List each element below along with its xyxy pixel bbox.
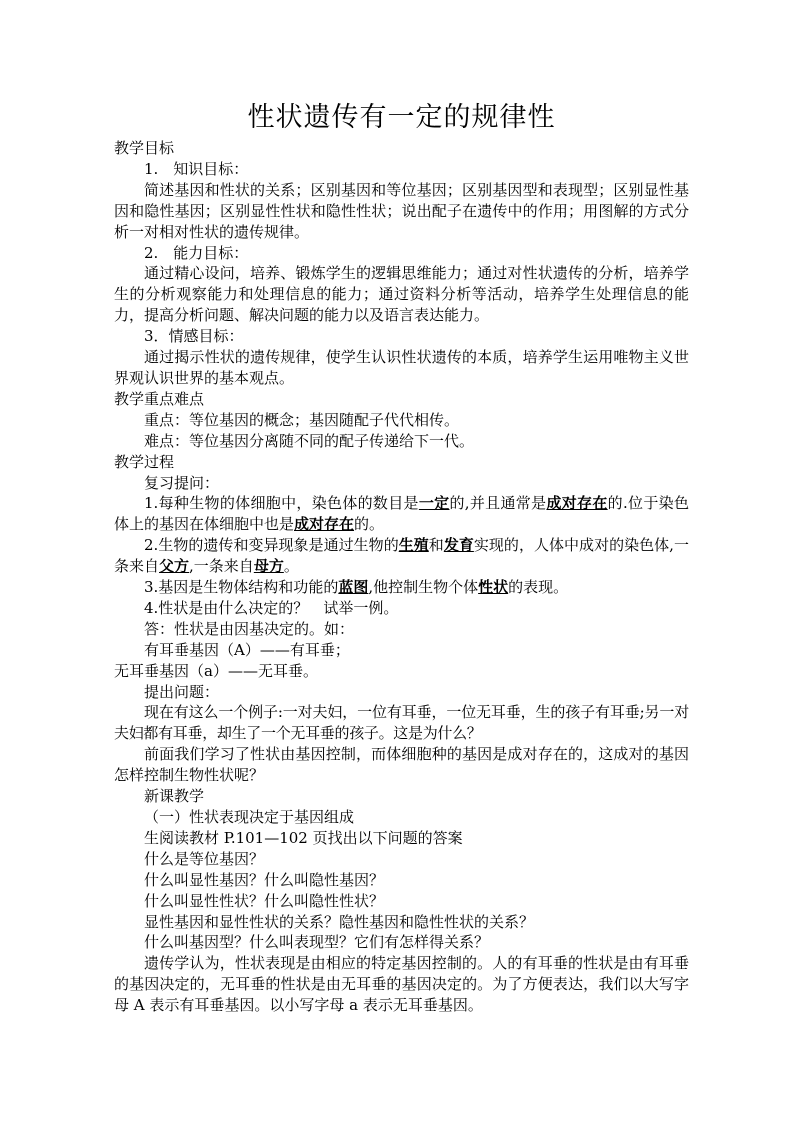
review-answer: 答：性状是由因基决定的。如： (144, 619, 355, 638)
q1-answer-1: 一定 (418, 494, 450, 513)
study-question: 什么叫显性基因？什么叫隐性基因？ (144, 870, 385, 889)
q2-text-a: 2.生物的遗传和变异现象是通过生物的 (144, 536, 399, 555)
reading-instruction: 生阅读教材 P.101—102 页找出以下问题的答案 (144, 828, 463, 847)
study-question: 显性基因和显性性状的关系？隐性基因和隐性性状的关系？ (144, 912, 535, 931)
ability-heading: 2. 能力目标： (144, 243, 249, 262)
review-question-1 (114, 493, 689, 535)
q2-text-b: 和 (428, 536, 444, 555)
question-paragraph-2: 前面我们学习了性状由基因控制，而体细胞种的基因是成对存在的，这成对的基因怎样控制生物性状呢？ (114, 745, 689, 785)
q2-answer-2: 发育 (443, 536, 474, 555)
question-heading: 提出问题： (144, 682, 220, 701)
question-paragraph-1: 现在有这么一个例子:一对夫妇，一位有耳垂，一位无耳垂，生的孩子有耳垂;另一对夫妇都有耳垂，却生了一个无耳垂的孩子。这是为什么？ (114, 703, 689, 743)
q1-text-d: 的。 (354, 515, 385, 534)
q2-text-e: 。 (283, 557, 299, 576)
genetics-paragraph: 遗传学认为，性状表现是由相应的特定基因控制的。人的有耳垂的性状是由有耳垂的基因决定的，无耳垂的性状是由无耳垂的基因决定的。为了方便表达，我们以大写字母 A 表示有耳垂基因。以小写字母 a 表示无耳垂基因。 (114, 954, 689, 1015)
review-question-2 (114, 535, 689, 577)
q2-text-c: 实现的，人体中成对的染色体,一条来自 (114, 536, 689, 576)
q3-text-c: 的表现。 (508, 578, 569, 597)
knowledge-heading: 1. 知识目标： (144, 159, 249, 178)
emotion-text: 通过揭示性状的遗传规律，使学生认识性状遗传的本质，培养学生运用唯物主义世界观认识世界的基本观点。 (114, 348, 689, 387)
document-title: 性状遗传有一定的规律性 (247, 102, 556, 133)
q3-answer-2: 性状 (478, 578, 509, 597)
q1-text-a: 1.每种生物的体细胞中，染色体的数目是 (144, 494, 419, 513)
example-dominant: 有耳垂基因（A）——有耳垂； (144, 640, 350, 659)
q3-text-b: ,他控制生物个体 (368, 578, 479, 597)
example-recessive: 无耳垂基因（a）——无耳垂。 (114, 661, 318, 680)
new-lesson-subheading: （一）性状表现决定于基因组成 (144, 808, 355, 826)
section-process: 教学过程 (114, 452, 175, 471)
review-heading: 复习提问： (144, 473, 220, 492)
q3-answer-1: 蓝图 (338, 578, 369, 597)
emotion-heading: 3．情感目标： (144, 327, 244, 346)
q1-answer-2: 成对存在 (546, 494, 608, 513)
study-question: 什么叫显性性状？什么叫隐性性状？ (144, 891, 385, 910)
q2-answer-3: 父方 (159, 557, 190, 576)
section-key-points: 教学重点难点 (114, 389, 205, 408)
section-objectives: 教学目标 (114, 139, 175, 157)
key-point: 重点：等位基因的概念；基因随配子代代相传。 (144, 410, 460, 429)
q3-text-a: 3.基因是生物体结构和功能的 (144, 578, 339, 597)
knowledge-text: 简述基因和性状的关系；区别基因和等位基因；区别基因型和表现型；区别显性基因和隐性基因；区别显性性状和隐性性状；说出配子在遗传中的作用；用图解的方式分析一对相对性状的遗传规律。 (114, 180, 689, 241)
ability-text: 通过精心设问，培养、锻炼学生的逻辑思维能力；通过对性状遗传的分析，培养学生的分析观察能力和处理信息的能力；通过资料分析等活动，培养学生处理信息的能力，提高分析问题、解决问题的能力以及语言表达能力。 (114, 264, 689, 325)
q2-text-d: ,一条来自 (189, 557, 254, 576)
new-lesson-heading: 新课教学 (144, 787, 205, 806)
q1-text-b: 的,并且通常是 (449, 494, 547, 513)
study-question: 什么是等位基因？ (144, 849, 265, 868)
document-page (114, 98, 689, 1016)
q2-answer-4: 母方 (253, 557, 284, 576)
review-question-4: 4.性状是由什么决定的？ 试举一例。 (144, 598, 399, 617)
q2-answer-1: 生殖 (398, 536, 429, 555)
study-question: 什么叫基因型？什么叫表现型？它们有怎样得关系？ (144, 933, 490, 952)
review-question-3 (114, 577, 689, 598)
q1-text-c: 的.位于染色体上的基因在体细胞中也是 (114, 494, 689, 534)
difficulty-point: 难点：等位基因分离随不同的配子传递给下一代。 (144, 431, 475, 450)
q1-answer-3: 成对存在 (294, 515, 355, 534)
